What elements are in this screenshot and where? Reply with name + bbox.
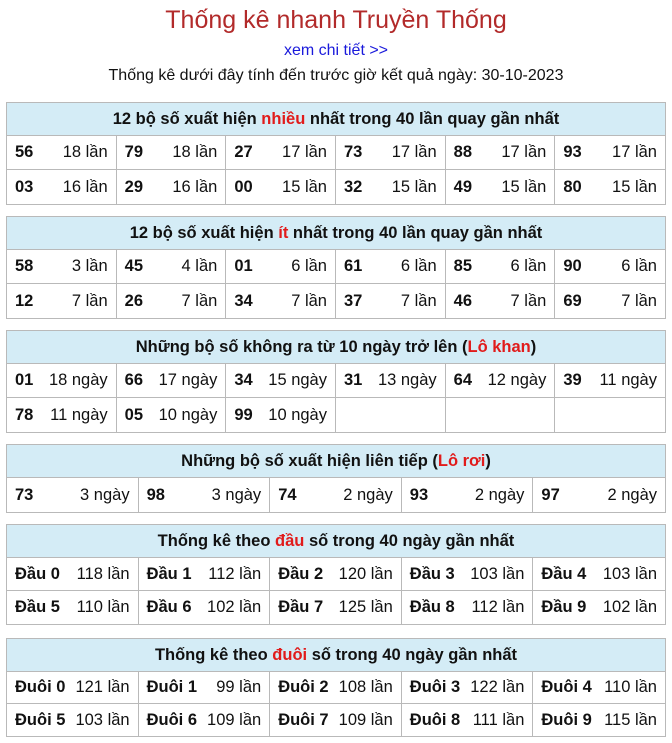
cell-count: 17 lần (391, 143, 437, 161)
table-cell (533, 591, 665, 624)
table-cell (336, 250, 446, 284)
least-frequent-table (6, 216, 666, 319)
cell-number: 78 (15, 405, 34, 424)
cell-number: Đầu 0 (15, 564, 60, 583)
table-cell (117, 398, 227, 432)
cell-count: 7 lần (71, 291, 108, 310)
cell-count: 115 lần (604, 710, 657, 729)
cell-number: 73 (15, 485, 34, 504)
cell-count: 4 lần (181, 257, 218, 275)
cell-count: 99 lần (216, 678, 262, 696)
table-cell (336, 398, 446, 432)
cell-count: 125 lần (338, 598, 393, 616)
duoi-stats-header: Thống kê theo đuôi số trong 40 ngày gần nhất (7, 639, 665, 672)
cell-count: 10 ngày (158, 405, 218, 424)
table-cell (555, 398, 665, 432)
cell-count: 103 lần (470, 564, 525, 583)
table-cell (270, 478, 402, 512)
table-cell (446, 136, 556, 170)
table-cell (139, 558, 271, 591)
cell-number: 45 (124, 257, 144, 275)
cell-number: 61 (343, 257, 363, 275)
cell-count: 7 lần (510, 291, 547, 310)
dau-stats-header: Thống kê theo đầu số trong 40 ngày gần nhất (7, 525, 665, 558)
table-cell (139, 591, 271, 624)
cell-count: 6 lần (621, 257, 657, 275)
table-cell (117, 284, 227, 318)
cell-count: 17 lần (501, 143, 547, 161)
table-cell (270, 591, 402, 624)
table-cell (270, 558, 402, 591)
cell-number: 37 (343, 291, 363, 310)
table-cell (7, 478, 139, 512)
cell-count: 120 lần (338, 564, 393, 583)
cell-number: 29 (124, 177, 144, 196)
cell-number: 12 (15, 291, 34, 310)
cell-number: 56 (15, 143, 34, 161)
cell-number: 88 (453, 143, 473, 161)
table-cell (402, 672, 534, 704)
cell-count: 102 lần (602, 598, 657, 616)
lo-roi-header: Những bộ số xuất hiện liên tiếp (Lô rơi) (7, 445, 665, 478)
cell-number: Đầu 9 (541, 598, 587, 616)
cell-count: 7 lần (621, 291, 657, 310)
cell-number: 27 (234, 143, 253, 161)
cell-number: 46 (453, 291, 473, 310)
cell-number: 31 (343, 371, 363, 389)
cell-count: 7 lần (181, 291, 218, 310)
table-cell (533, 672, 665, 704)
table-cell (533, 704, 665, 736)
cell-number: 64 (453, 371, 473, 389)
table-cell (226, 364, 336, 398)
table-cell (139, 704, 271, 736)
cell-number: Đầu 6 (146, 598, 192, 616)
table-cell (270, 704, 402, 736)
view-details-link[interactable]: xem chi tiết >> (283, 42, 389, 59)
table-cell (446, 364, 556, 398)
cell-number: 80 (563, 177, 582, 196)
table-cell (226, 170, 336, 204)
cell-number: 90 (563, 257, 582, 275)
table-cell (446, 250, 556, 284)
roi-grid (7, 478, 665, 512)
most-grid (7, 136, 665, 204)
cell-number: 05 (124, 405, 144, 424)
table-cell (139, 478, 271, 512)
cell-number: 93 (409, 485, 429, 504)
table-cell (7, 364, 117, 398)
table-cell (402, 591, 534, 624)
table-cell (7, 398, 117, 432)
table-cell (117, 136, 227, 170)
table-cell (555, 364, 665, 398)
lo-khan-header: Những bộ số không ra từ 10 ngày trở lên (Lô khan) (7, 331, 665, 364)
khan-grid (7, 364, 665, 432)
cell-number: 98 (146, 485, 165, 504)
cell-number: 03 (15, 177, 34, 196)
cell-count: 6 lần (400, 257, 437, 275)
most-frequent-table (6, 102, 666, 205)
duoi-stats-table (6, 638, 666, 737)
cell-count: 11 ngày (50, 405, 108, 424)
table-cell (117, 250, 227, 284)
table-cell (7, 672, 139, 704)
cell-count: 112 lần (208, 564, 262, 583)
dau-grid (7, 558, 665, 624)
cell-number: 58 (15, 257, 34, 275)
cell-number: Đuôi 8 (409, 710, 461, 729)
table-cell (555, 250, 665, 284)
table-cell (336, 364, 446, 398)
cell-number: 85 (453, 257, 473, 275)
cell-count: 10 ngày (268, 405, 327, 424)
cell-count: 7 lần (291, 291, 327, 310)
table-cell (117, 170, 227, 204)
cell-number: 97 (541, 485, 560, 504)
cell-number: Đầu 2 (278, 564, 324, 583)
cell-count: 15 ngày (268, 371, 327, 389)
cell-number: 99 (234, 405, 253, 424)
cell-count: 18 ngày (48, 371, 108, 389)
cell-number: 73 (343, 143, 363, 161)
cell-number: 39 (563, 371, 582, 389)
cell-number: Đầu 7 (278, 598, 324, 616)
table-cell (7, 704, 139, 736)
cell-number: Đầu 3 (409, 564, 455, 583)
table-cell (336, 170, 446, 204)
cell-number: Đuôi 0 (15, 678, 66, 696)
table-cell (555, 284, 665, 318)
cell-number: Đuôi 6 (146, 710, 198, 729)
cell-number: 69 (563, 291, 582, 310)
cell-count: 15 lần (282, 177, 327, 196)
table-cell (533, 558, 665, 591)
table-cell (226, 250, 336, 284)
cell-count: 3 ngày (211, 485, 262, 504)
table-cell (7, 136, 117, 170)
cell-count: 3 ngày (80, 485, 130, 504)
cell-count: 2 ngày (607, 485, 657, 504)
table-cell (117, 364, 227, 398)
cell-number: 34 (234, 371, 253, 389)
cell-number: 93 (563, 143, 582, 161)
cell-count: 15 lần (612, 177, 657, 196)
cell-count: 118 lần (76, 564, 130, 583)
cell-count: 110 lần (604, 678, 657, 696)
cell-count: 13 ngày (377, 371, 437, 389)
cell-number: Đuôi 2 (278, 678, 329, 696)
table-cell (446, 284, 556, 318)
cell-number: Đuôi 9 (541, 710, 592, 729)
cell-number: 66 (124, 371, 144, 389)
lo-khan-table (6, 330, 666, 433)
cell-count: 18 lần (62, 143, 108, 161)
cell-count: 15 lần (391, 177, 437, 196)
table-cell (402, 704, 534, 736)
cell-count: 6 lần (291, 257, 327, 275)
table-cell (7, 170, 117, 204)
duoi-grid (7, 672, 665, 736)
cell-count: 103 lần (602, 564, 657, 583)
cell-count: 103 lần (75, 710, 130, 729)
table-cell (402, 558, 534, 591)
table-cell (7, 591, 139, 624)
cell-number: Đuôi 3 (409, 678, 461, 696)
cell-number: 74 (278, 485, 297, 504)
cell-number: Đầu 8 (409, 598, 455, 616)
page-title: Thống kê nhanh Truyền Thống (165, 6, 507, 34)
cell-count: 122 lần (470, 678, 525, 696)
cell-count: 111 lần (472, 710, 525, 729)
cell-count: 16 lần (62, 177, 108, 196)
cell-count: 110 lần (76, 598, 130, 616)
table-cell (336, 136, 446, 170)
cell-number: Đầu 4 (541, 564, 587, 583)
cell-number: Đuôi 7 (278, 710, 329, 729)
cell-count: 109 lần (338, 710, 393, 729)
cell-count: 6 lần (510, 257, 547, 275)
least-grid (7, 250, 665, 318)
cell-number: 34 (234, 291, 253, 310)
cell-number: 00 (234, 177, 253, 196)
cell-number: Đầu 1 (146, 564, 192, 583)
cell-number: Đuôi 4 (541, 678, 592, 696)
cell-count: 11 ngày (599, 371, 657, 389)
cell-count: 12 ngày (487, 371, 547, 389)
table-cell (446, 398, 556, 432)
most-frequent-header: 12 bộ số xuất hiện nhiều nhất trong 40 lần quay gần nhất (7, 103, 665, 136)
cell-count: 112 lần (471, 598, 525, 616)
least-frequent-header: 12 bộ số xuất hiện ít nhất trong 40 lần quay gần nhất (7, 217, 665, 250)
cell-number: 26 (124, 291, 144, 310)
lo-roi-table (6, 444, 666, 513)
table-cell (226, 398, 336, 432)
cell-number: 79 (124, 143, 144, 161)
cell-count: 18 lần (172, 143, 218, 161)
cell-count: 109 lần (207, 710, 262, 729)
cell-number: 01 (15, 371, 34, 389)
table-cell (533, 478, 665, 512)
table-cell (139, 672, 271, 704)
table-cell (7, 558, 139, 591)
cell-count: 17 lần (612, 143, 657, 161)
cell-count: 2 ngày (343, 485, 393, 504)
table-cell (336, 284, 446, 318)
cell-number: 32 (343, 177, 363, 196)
cell-number: Đầu 5 (15, 598, 60, 616)
table-cell (7, 284, 117, 318)
cell-count: 15 lần (501, 177, 547, 196)
table-cell (7, 250, 117, 284)
table-cell (555, 170, 665, 204)
page-subtitle: Thống kê dưới đây tính đến trước giờ kết quả ngày: 30-10-2023 (108, 67, 564, 84)
table-cell (226, 284, 336, 318)
cell-number: Đuôi 5 (15, 710, 66, 729)
cell-count: 2 ngày (474, 485, 525, 504)
cell-count: 102 lần (207, 598, 262, 616)
cell-number: 01 (234, 257, 253, 275)
dau-stats-table (6, 524, 666, 625)
table-cell (226, 136, 336, 170)
cell-number: Đuôi 1 (146, 678, 198, 696)
cell-count: 17 lần (282, 143, 327, 161)
cell-count: 17 ngày (158, 371, 218, 389)
cell-count: 16 lần (172, 177, 218, 196)
cell-count: 108 lần (338, 678, 393, 696)
table-cell (402, 478, 534, 512)
cell-count: 7 lần (400, 291, 437, 310)
cell-count: 121 lần (75, 678, 130, 696)
cell-number: 49 (453, 177, 473, 196)
table-cell (446, 170, 556, 204)
table-cell (555, 136, 665, 170)
cell-count: 3 lần (71, 257, 108, 275)
table-cell (270, 672, 402, 704)
